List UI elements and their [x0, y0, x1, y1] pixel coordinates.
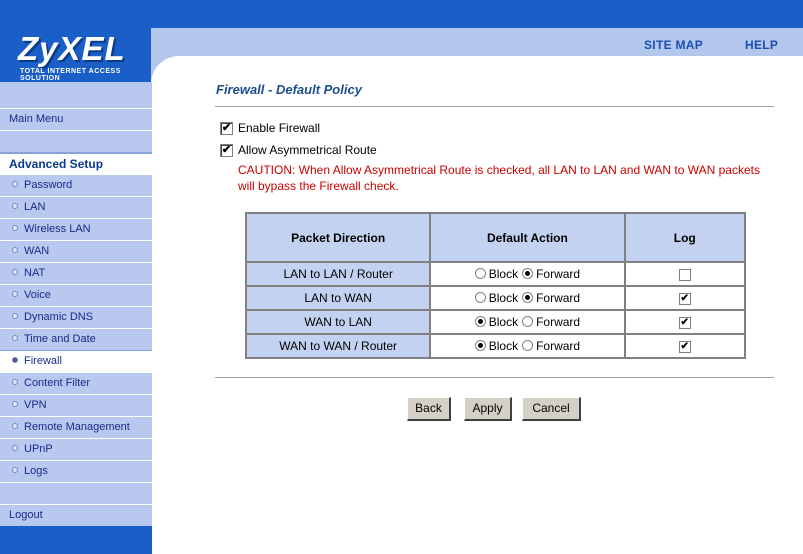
- sidebar-item-logs[interactable]: [0, 460, 152, 482]
- divider-top: [215, 106, 774, 108]
- zyxel-logo: ZyXEL: [18, 30, 126, 67]
- logo-tagline: TOTAL INTERNET ACCESS SOLUTION: [20, 68, 121, 82]
- default-action-cell: [430, 286, 624, 310]
- sidebar-item-time-and-date[interactable]: [0, 328, 152, 350]
- bullet-icon: [12, 269, 18, 275]
- block-radio[interactable]: [475, 268, 486, 279]
- sidebar-item-wireless-lan[interactable]: [0, 218, 152, 240]
- bullet-icon: [12, 423, 18, 429]
- sidebar-item-label: Remote Management: [24, 421, 130, 433]
- sidebar-section-advanced-setup[interactable]: Advanced Setup: [0, 152, 152, 174]
- enable-firewall-checkbox[interactable]: ✔: [221, 122, 232, 134]
- log-checkbox[interactable]: ✔: [680, 316, 689, 328]
- logo-area: [0, 0, 151, 82]
- sidebar-item-remote-management[interactable]: [0, 416, 152, 438]
- sidebar-footer: [0, 526, 152, 554]
- bullet-icon: [12, 247, 18, 253]
- sidebar-spacer-bottom: [0, 482, 152, 504]
- table-row: [246, 286, 745, 310]
- sidebar-item-label: Dynamic DNS: [24, 311, 94, 323]
- block-label: Block: [488, 339, 519, 353]
- block-radio[interactable]: [475, 316, 486, 327]
- forward-radio[interactable]: [522, 316, 533, 327]
- default-action-cell: [430, 310, 624, 334]
- table-row: [246, 334, 745, 358]
- sidebar-item-upnp[interactable]: [0, 438, 152, 460]
- table-row: [246, 262, 745, 286]
- nav-curve-content: [151, 56, 803, 84]
- bullet-icon: [12, 379, 18, 385]
- sidebar-item-lan[interactable]: [0, 196, 152, 218]
- block-radio[interactable]: [475, 340, 486, 351]
- page-title: Firewall - Default Policy: [216, 82, 362, 97]
- sidebar-item-firewall[interactable]: [0, 350, 152, 372]
- sidebar-item-label: LAN: [24, 201, 46, 213]
- packet-direction-cell: LAN to LAN / Router: [246, 262, 430, 286]
- bullet-icon: [12, 203, 18, 209]
- forward-label: Forward: [536, 267, 581, 281]
- packet-direction-cell: WAN to WAN / Router: [246, 334, 430, 358]
- block-label: Block: [488, 267, 519, 281]
- back-button[interactable]: Back: [407, 397, 451, 421]
- block-label: Block: [488, 315, 519, 329]
- block-label: Block: [488, 291, 519, 305]
- forward-label: Forward: [536, 339, 581, 353]
- log-cell: [625, 310, 746, 334]
- log-cell: [625, 286, 746, 310]
- sidebar-item-password[interactable]: [0, 174, 152, 196]
- table-row: [246, 310, 745, 334]
- sidebar-item-label: VPN: [24, 399, 47, 411]
- sidebar-item-wan[interactable]: [0, 240, 152, 262]
- block-radio-option[interactable]: [475, 315, 518, 329]
- bullet-icon: [12, 181, 18, 187]
- packet-direction-cell: LAN to WAN: [246, 286, 430, 310]
- sidebar-item-content-filter[interactable]: [0, 372, 152, 394]
- log-cell: [625, 334, 746, 358]
- enable-firewall-label: Enable Firewall: [238, 121, 321, 135]
- sidebar-item-vpn[interactable]: [0, 394, 152, 416]
- divider-bottom: [215, 377, 774, 379]
- bullet-icon: [12, 313, 18, 319]
- sidebar-item-voice[interactable]: [0, 284, 152, 306]
- top-nav-band: [151, 28, 803, 56]
- allow-asym-route-label: Allow Asymmetrical Route: [238, 143, 377, 157]
- sidebar-item-label: Time and Date: [24, 333, 96, 345]
- sidebar-logout[interactable]: Logout: [0, 504, 152, 526]
- sidebar-item-label: Firewall: [24, 355, 62, 367]
- policy-table: [245, 212, 746, 359]
- sidebar-item-label: Password: [24, 179, 73, 191]
- block-radio[interactable]: [475, 292, 486, 303]
- packet-direction-cell: WAN to LAN: [246, 310, 430, 334]
- log-checkbox[interactable]: ✔: [680, 292, 689, 304]
- forward-label: Forward: [536, 315, 581, 329]
- default-action-cell: [430, 334, 624, 358]
- sidebar-item-label: Content Filter: [24, 377, 91, 389]
- sidebar-item-label: NAT: [24, 267, 46, 279]
- header-default-action: Default Action: [430, 213, 624, 262]
- bullet-icon: [12, 335, 18, 341]
- forward-radio[interactable]: [522, 340, 533, 351]
- bullet-icon: [12, 225, 18, 231]
- forward-radio[interactable]: [522, 292, 533, 303]
- apply-button[interactable]: Apply: [464, 397, 512, 421]
- forward-radio-option[interactable]: [522, 267, 580, 281]
- sidebar-item-dynamic-dns[interactable]: [0, 306, 152, 328]
- cancel-button[interactable]: Cancel: [522, 397, 581, 421]
- header-log: Log: [625, 213, 746, 262]
- sidebar-item-label: Voice: [24, 289, 51, 301]
- allow-asym-route-checkbox[interactable]: ✔: [221, 144, 232, 156]
- sidebar-item-nat[interactable]: [0, 262, 152, 284]
- forward-label: Forward: [536, 291, 581, 305]
- site-map-link[interactable]: SITE MAP: [644, 38, 704, 52]
- sidebar-item-label: WAN: [24, 245, 50, 257]
- bullet-icon: [12, 467, 18, 473]
- forward-radio-option[interactable]: [522, 339, 580, 353]
- log-checkbox[interactable]: [679, 269, 691, 281]
- bullet-icon: [12, 357, 18, 363]
- block-radio-option[interactable]: [475, 267, 518, 281]
- default-action-cell: [430, 262, 624, 286]
- bullet-icon: [12, 445, 18, 451]
- help-link[interactable]: HELP: [745, 38, 779, 52]
- forward-radio-option[interactable]: [522, 291, 580, 305]
- caution-text: CAUTION: When Allow Asymmetrical Route is checked, all LAN to LAN and WAN to WAN packets will bypass the Firewall check.: [238, 163, 760, 193]
- header-packet-direction: Packet Direction: [246, 213, 430, 262]
- log-checkbox[interactable]: ✔: [680, 340, 689, 352]
- sidebar-item-label: UPnP: [24, 443, 53, 455]
- bullet-icon: [12, 291, 18, 297]
- sidebar-item-label: Logs: [24, 465, 48, 477]
- log-cell: [625, 262, 746, 286]
- forward-radio-option[interactable]: [522, 315, 580, 329]
- block-radio-option[interactable]: [475, 339, 518, 353]
- bullet-icon: [12, 401, 18, 407]
- sidebar-main-menu[interactable]: Main Menu: [0, 108, 152, 130]
- sidebar-spacer: [0, 130, 152, 152]
- forward-radio[interactable]: [522, 268, 533, 279]
- block-radio-option[interactable]: [475, 291, 518, 305]
- sidebar-item-label: Wireless LAN: [24, 223, 91, 235]
